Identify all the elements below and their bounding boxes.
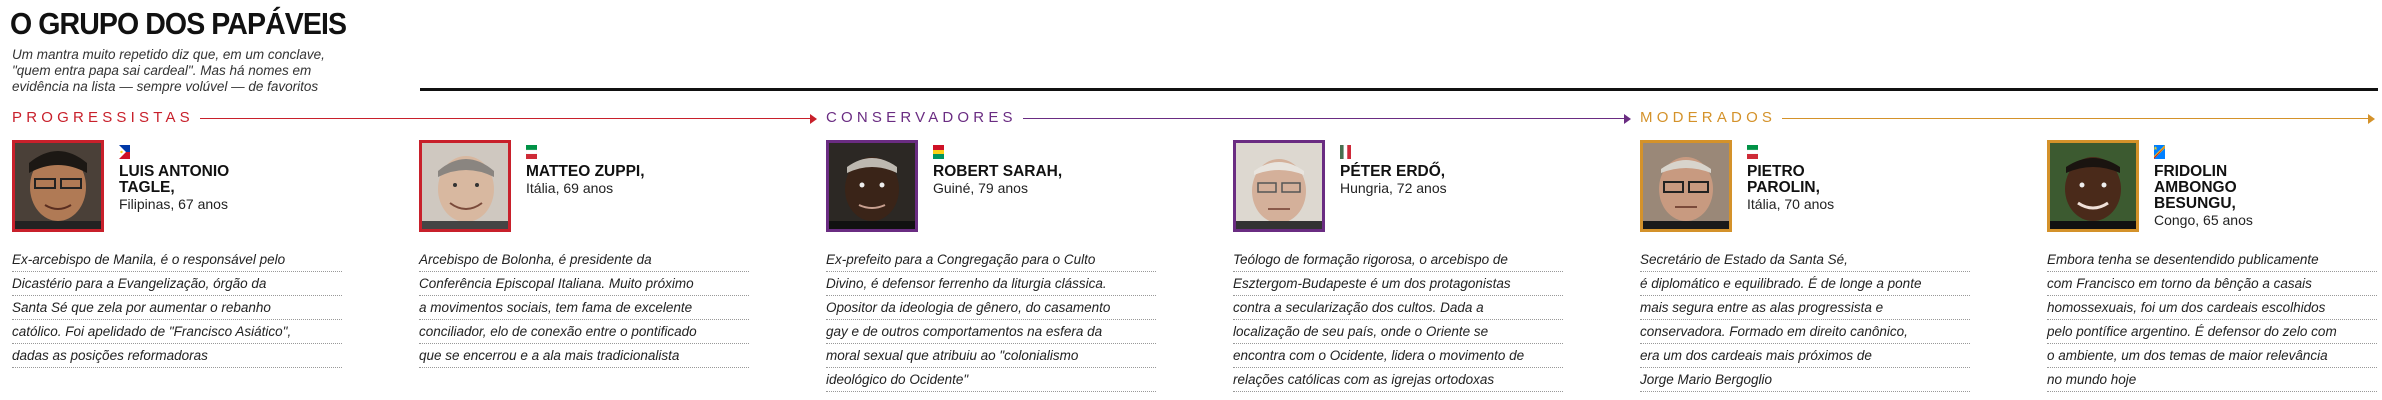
italy-flag-icon: [526, 145, 537, 159]
description-line: ideológico do Ocidente": [826, 368, 1156, 392]
page-title: O GRUPO DOS PAPÁVEIS: [10, 6, 347, 41]
category-moderados: [1640, 109, 2376, 127]
category-label: CONSERVADORES: [826, 109, 1023, 126]
philippines-flag-icon: [119, 145, 130, 159]
description-line: católico. Foi apelidado de "Francisco Asiático",: [12, 320, 342, 344]
cardinal-info: Hungria, 72 anos: [1340, 180, 1447, 196]
description-line: encontra com o Ocidente, lidera o movimento de: [1233, 344, 1563, 368]
description-line: mais segura entre as alas progressista e: [1640, 296, 1970, 320]
category-label: MODERADOS: [1640, 109, 1782, 126]
description-line: Jorge Mario Bergoglio: [1640, 368, 1970, 392]
cardinal-description: [12, 248, 342, 368]
cardinal-name: [933, 164, 1163, 197]
portrait-photo: [2047, 140, 2139, 232]
description-line: gay e de outros comportamentos na esfera da: [826, 320, 1156, 344]
description-line: pelo pontífice argentino. É defensor do zelo com: [2047, 320, 2377, 344]
name-line: PÉTER ERDŐ,: [1340, 163, 1446, 180]
description-line: Esztergom-Budapeste é um dos protagonistas: [1233, 272, 1563, 296]
cardinal-info: Itália, 69 anos: [526, 180, 614, 196]
category-label: PROGRESSISTAS: [12, 109, 200, 126]
description-line: moral sexual que atribuiu ao "colonialismo: [826, 344, 1156, 368]
name-line: PAROLIN,: [1747, 179, 1820, 196]
description-line: homossexuais, foi um dos cardeais escolhidos: [2047, 296, 2377, 320]
description-line: localização de seu país, onde o Oriente se: [1233, 320, 1563, 344]
congo-flag-icon: [2154, 145, 2165, 159]
italy-flag-icon: [1747, 145, 1758, 159]
description-line: Ex-prefeito para a Congregação para o Culto: [826, 248, 1156, 272]
portrait-photo: [12, 140, 104, 232]
name-line: FRIDOLIN: [2154, 163, 2228, 180]
portrait-photo: [1233, 140, 1325, 232]
description-line: Conferência Episcopal Italiana. Muito próximo: [419, 272, 749, 296]
cardinal-name: [119, 164, 349, 213]
description-line: Dicastério para a Evangelização, órgão da: [12, 272, 342, 296]
guinea-flag-icon: [933, 145, 944, 159]
arrow-icon: [810, 114, 817, 124]
name-line: ROBERT SARAH,: [933, 163, 1063, 180]
cardinal-name: [2154, 164, 2382, 229]
description-line: Santa Sé que zela por aumentar o rebanho: [12, 296, 342, 320]
name-line: PIETRO: [1747, 163, 1805, 180]
description-line: Teólogo de formação rigorosa, o arcebispo de: [1233, 248, 1563, 272]
description-line: Arcebispo de Bolonha, é presidente da: [419, 248, 749, 272]
description-line: conciliador, elo de conexão entre o pontificado: [419, 320, 749, 344]
description-line: dadas as posições reformadoras: [12, 344, 342, 368]
category-progressistas: [12, 109, 818, 127]
arrow-icon: [2368, 114, 2375, 124]
description-line: é diplomático e equilibrado. É de longe a ponte: [1640, 272, 1970, 296]
name-line: AMBONGO: [2154, 179, 2237, 196]
cardinal-info: Filipinas, 67 anos: [119, 196, 228, 212]
description-line: com Francisco em torno da bênção a casais: [2047, 272, 2377, 296]
description-line: era um dos cardeais mais próximos de: [1640, 344, 1970, 368]
cardinal-name: [526, 164, 756, 197]
arrow-icon: [1624, 114, 1631, 124]
name-line: TAGLE,: [119, 179, 175, 196]
intro-text: [12, 47, 342, 95]
portrait-photo: [419, 140, 511, 232]
portrait-photo: [826, 140, 918, 232]
description-line: o ambiente, um dos temas de maior relevância: [2047, 344, 2377, 368]
intro-line: "quem entra papa sai cardeal". Mas há nomes em: [12, 63, 312, 78]
description-line: conservadora. Formado em direito canônico,: [1640, 320, 1970, 344]
description-line: Embora tenha se desentendido publicamente: [2047, 248, 2377, 272]
name-line: MATTEO ZUPPI,: [526, 163, 645, 180]
cardinal-description: [1233, 248, 1563, 392]
description-line: relações católicas com as igrejas ortodoxas: [1233, 368, 1563, 392]
portrait-photo: [1640, 140, 1732, 232]
cardinal-description: [2047, 248, 2377, 392]
cardinal-name: [1747, 164, 1977, 213]
description-line: Opositor da ideologia de gênero, do casamento: [826, 296, 1156, 320]
category-conservadores: [826, 109, 1632, 127]
header-divider: [420, 88, 2378, 91]
description-line: Ex-arcebispo de Manila, é o responsável pelo: [12, 248, 342, 272]
cardinal-info: Guiné, 79 anos: [933, 180, 1028, 196]
cardinal-info: Congo, 65 anos: [2154, 212, 2253, 228]
cardinal-description: [1640, 248, 1970, 392]
intro-line: Um mantra muito repetido diz que, em um conclave,: [12, 47, 325, 62]
description-line: Divino, é defensor ferrenho da liturgia clássica.: [826, 272, 1156, 296]
description-line: a movimentos sociais, tem fama de excelente: [419, 296, 749, 320]
hungary-flag-icon: [1340, 145, 1351, 159]
cardinal-name: [1340, 164, 1570, 197]
cardinal-info: Itália, 70 anos: [1747, 196, 1835, 212]
name-line: LUIS ANTONIO: [119, 163, 230, 180]
intro-line: evidência na lista — sempre volúvel — de favoritos: [12, 79, 319, 94]
description-line: contra a secularização dos cultos. Dada a: [1233, 296, 1563, 320]
description-line: Secretário de Estado da Santa Sé,: [1640, 248, 1970, 272]
name-line: BESUNGU,: [2154, 195, 2236, 212]
description-line: que se encerrou e a ala mais tradicionalista: [419, 344, 749, 368]
description-line: no mundo hoje: [2047, 368, 2377, 392]
cardinal-description: [826, 248, 1156, 392]
cardinal-description: [419, 248, 749, 368]
